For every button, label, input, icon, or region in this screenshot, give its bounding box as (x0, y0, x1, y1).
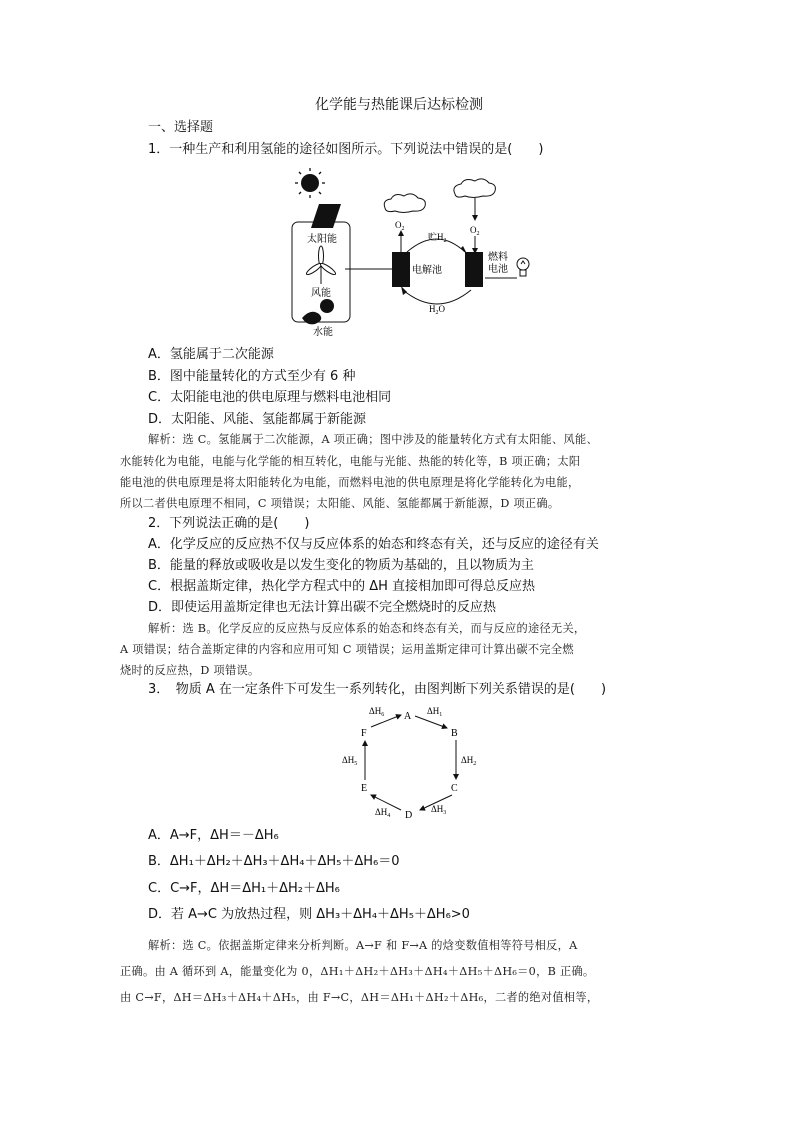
edge-label-6: $\Delta H_6$ (369, 706, 385, 718)
q3-stem: 3． 物质 A 在一定条件下可发生一系列转化，由图判断下列关系错误的是( ) (148, 682, 607, 697)
q2-option-a: A．化学反应的反应热不仅与反应体系的始态和终态有关，还与反应的途径有关 (148, 537, 599, 552)
edge-label-5: $\Delta H_5$ (342, 755, 358, 767)
water-output-label: $H_2O$ (429, 304, 445, 316)
q2-option-c: C．根据盖斯定律，热化学方程式中的 ΔH 直接相加即可得总反应热 (148, 579, 536, 594)
water-label: 水能 (313, 327, 333, 338)
q2-option-b: B．能量的释放或吸收是以发生变化的物质为基础的，且以物质为主 (148, 558, 534, 573)
water-wheel-icon (302, 299, 334, 324)
q2-option-d: D．即使运用盖斯定律也无法计算出碳不完全燃烧时的反应热 (148, 600, 497, 615)
q3-option-d: D．若 A→C 为放热过程，则 ΔH₃＋ΔH₄＋ΔH₅＋ΔH₆>0 (148, 907, 470, 922)
q1-option-d: D．太阳能、风能、氢能都属于新能源 (148, 412, 367, 427)
electrolyzer (392, 252, 410, 287)
enthalpy-cycle-hexagon (335, 700, 485, 822)
node-a: A (404, 711, 412, 722)
q2-explanation-line: 烧时的反应热，D 项错误。 (120, 664, 260, 677)
q1-explanation-line: 能电池的供电原理是将太阳能转化为电能，而燃料电池的供电原理是将化学能转化为电能， (120, 476, 580, 489)
o2-right-label: $O_2$ (470, 225, 480, 237)
node-f: F (361, 728, 367, 739)
q3-explanation-line: 正确。由 A 循环到 A，能量变化为 0，ΔH₁＋ΔH₂＋ΔH₃＋ΔH₄＋ΔH₅＋ΔH₆＝0，B 正确。 (120, 965, 595, 978)
fuel-cell-label-2: 电池 (488, 264, 508, 275)
section-heading: 一、选择题 (148, 120, 214, 135)
cloud-right-icon (454, 179, 496, 198)
cloud-left-icon (384, 194, 425, 213)
q3-option-b: B．ΔH₁＋ΔH₂＋ΔH₃＋ΔH₄＋ΔH₅＋ΔH₆＝0 (148, 854, 400, 869)
fuel-cell (465, 252, 483, 287)
sun-icon (295, 168, 325, 198)
solar-label: 太阳能 (307, 234, 337, 245)
q1-option-a: A．氢能属于二次能源 (148, 347, 274, 362)
hydrogen-energy-diagram (285, 168, 545, 340)
edge-label-2: $\Delta H_2$ (461, 755, 477, 767)
q1-option-b: B．图中能量转化的方式至少有 6 种 (148, 369, 356, 384)
node-c: C (451, 783, 458, 794)
q3-option-a: A．A→F，ΔH＝－ΔH₆ (148, 828, 279, 843)
node-e: E (361, 783, 368, 794)
o2-left-label: $O_2$ (395, 220, 405, 232)
edge-label-4: $\Delta H_4$ (375, 807, 391, 819)
fuel-cell-label-1: 燃料 (488, 252, 508, 263)
q3-explanation-line: 由 C→F，ΔH＝ΔH₃＋ΔH₄＋ΔH₅，由 F→C，ΔH＝ΔH₁＋ΔH₂＋ΔH₆，二者的绝对值相等， (120, 991, 599, 1004)
q1-explanation-line: 水能转化为电能，电能与化学能的相互转化，电能与光能、热能的转化等，B 项正确；太阳 (120, 455, 581, 468)
edge-label-3: $\Delta H_3$ (431, 804, 447, 816)
q3-explanation-line: 解析：选 C。依据盖斯定律来分析判断。A→F 和 F→A 的焓变数值相等符号相反，A (148, 939, 578, 952)
q2-stem: 2．下列说法正确的是( ) (148, 516, 310, 531)
electrolyzer-label: 电解池 (412, 265, 442, 276)
node-b: B (451, 728, 458, 739)
page-title: 化学能与热能课后达标检测 (315, 97, 483, 113)
light-bulb-icon (517, 258, 529, 276)
q1-explanation-line: 解析：选 C。氢能属于二次能源，A 项正确；图中涉及的能量转化方式有太阳能、风能、 (148, 433, 598, 446)
q2-explanation-line: A 项错误；结合盖斯定律的内容和应用可知 C 项错误；运用盖斯定律可计算出碳不完全燃 (120, 643, 574, 656)
node-d: D (405, 810, 413, 821)
edge-label-1: $\Delta H_1$ (427, 706, 443, 718)
q1-explanation-line: 所以二者供电原理不相同，C 项错误；太阳能、风能、氢能都属于新能源，D 项正确。 (120, 497, 560, 510)
q3-option-c: C．C→F，ΔH＝ΔH₁＋ΔH₂＋ΔH₆ (148, 881, 340, 896)
wind-turbine-icon (305, 246, 337, 284)
q1-option-c: C．太阳能电池的供电原理与燃料电池相同 (148, 390, 392, 405)
q2-explanation-line: 解析：选 B。化学反应的反应热与反应体系的始态和终态有关，而与反应的途径无关， (148, 622, 586, 635)
wind-label: 风能 (311, 288, 331, 299)
h2-store-label: 贮$H_2$ (428, 232, 447, 244)
solar-panel-icon (311, 204, 341, 228)
q1-stem: 1．一种生产和利用氢能的途径如图所示。下列说法中错误的是( ) (148, 142, 544, 157)
